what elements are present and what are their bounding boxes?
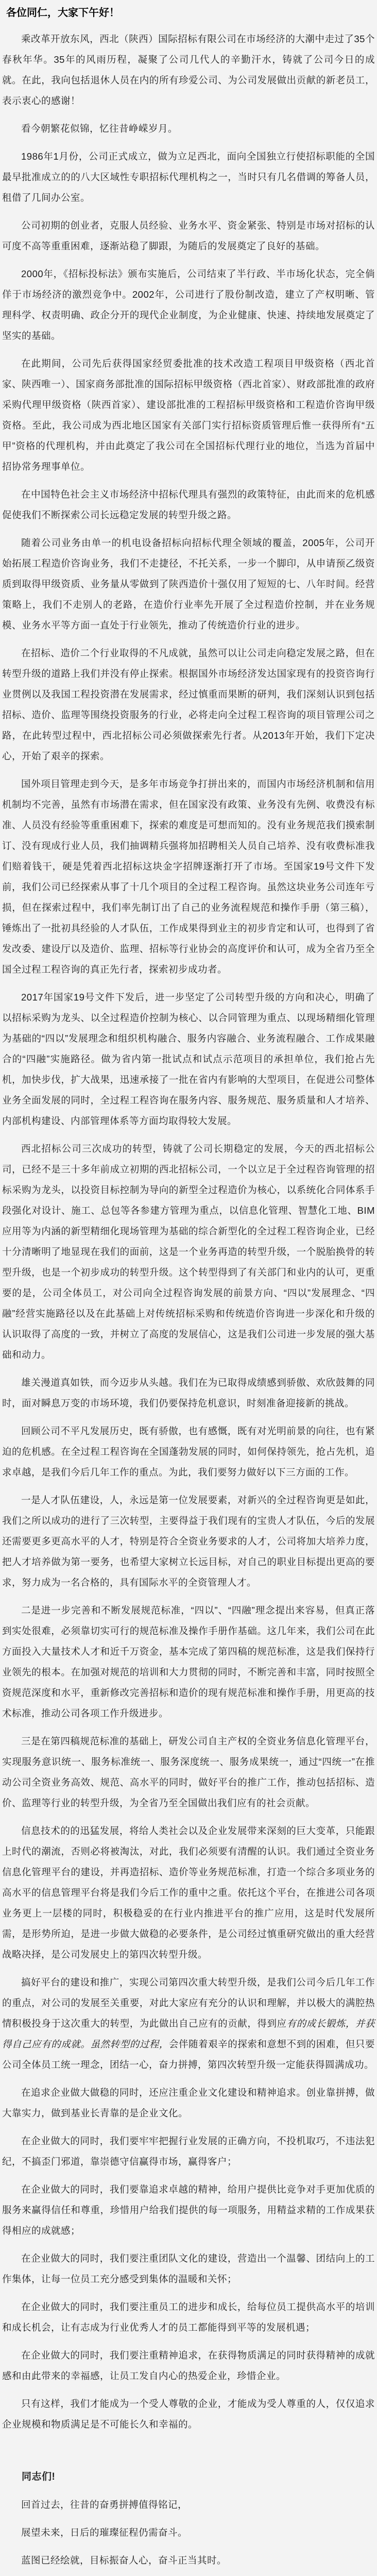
document-title: 各位同仁，大家下午好！ xyxy=(6,7,119,19)
paragraph xyxy=(2,1139,375,1365)
text-segment: 搞好平台的建设和推广，实现公司第四次重大转型升级，是我们公司今后几年工作的重点，对公司的发展至关重要，对此大家应有充分的认识和理解，并以极大的满腔热情积极投身于这次重大的转型，为此做出自己应有的贡献，得到应 xyxy=(2,1977,375,2029)
paragraph xyxy=(2,643,375,767)
paragraph xyxy=(2,2248,375,2290)
text-segment: 回顾公司不平凡发展历史，既有骄傲，也有感慨，既有对光明前景的向往，也有紧迫的危机感。在全过程工程咨询在全国蓬勃发展的同时，如何保持领先，抢占先机，追求卓越，是我们今后几年工作的重点。为此，我们要努力做好以下三方面的工作。 xyxy=(2,1426,375,1478)
text-segment: 看今朝繁花似锦，忆往昔峥嵘岁月。 xyxy=(21,123,178,134)
paragraph xyxy=(2,353,375,477)
text-segment: 在企业做大的同时，我们要牢牢把握行业发展的正确方向，不投机取巧，不违法犯纪，不搞歪门邪道，靠崇德守信赢得市场，赢得客户； xyxy=(2,2136,375,2167)
text-segment: 信息技术的的迅猛发展，将给人类社会以及企业发展带来深刻的巨大变革，只能跟上时代的潮流，否则必将被淘汰，对此，我们必须要有清醒的认识。我们通过全资业务信息化管理平台的建设，并再造招标、造价等业务规范标准，打造一个综合多项业务的高水平的信息管理平台将是我们今后工作的重中之重。依托这个平台，在推进公司各项业务更上一层楼的同时，积极稳妥的在行业内推进平台的推广应用，这是时代发展所需，是形势所迫，是进一步做大做稳的必要条件，是公司经过慎重研究做出的重大经营战略决择，是公司发展史上的第四次转型升级。 xyxy=(2,1825,375,1960)
paragraph xyxy=(2,2522,375,2543)
text-segment: 在企业做大的同时，我们要注重员工的进步和成长，给每位员工提供高水平的培训和成长机会，让有志成为行业优秀人才的员工都能得到平等的发展机遇； xyxy=(2,2301,375,2333)
paragraph xyxy=(2,146,375,208)
paragraph xyxy=(2,118,375,139)
text-segment: 公司初期的创业者，克服人员经验、业务水平、资金紧张、特别是市场对招标的认可度不高等重重困难，逐渐站稳了脚跟，为随后的发展奠定了良好的基础。 xyxy=(2,220,375,251)
paragraph xyxy=(2,1490,375,1593)
paragraph xyxy=(2,2345,375,2386)
text-segment: 同志们! xyxy=(22,2471,56,2482)
paragraph xyxy=(2,2082,375,2124)
text-segment: 在中国特色社会主义市场经济中招标代理具有强烈的政策特征，由此而来的危机感促使我们不断探索公司长远稳定发展的转型升级之路。 xyxy=(2,489,375,520)
italic-text-segment: 有的成长锻炼，并获得自己应有的成就。虽然转型的过程， xyxy=(2,2018,375,2049)
text-segment: 回首过去，往昔的奋勇拼搏值得铭记， xyxy=(21,2499,188,2510)
text-segment: 在企业做大的同时，我们要注重团队文化的建设，营造出一个温馨、团结向上的工作集体，让每一位员工充分感受到集体的温暖和关怀； xyxy=(2,2253,375,2284)
paragraph xyxy=(2,2131,375,2172)
text-segment: 乘改革开放东风，西北（陕西）国际招标有限公司在市场经济的大潮中走过了35个春秋年华。35年的风雨历程，凝聚了公司几代人的辛勤汗水，铸就了公司今日的成就。在此，我向包括退休人员在内的所有珍爱公司、为公司发展做出贡献的新老员工，表示衷心的感谢！ xyxy=(2,33,375,106)
text-segment: 2000年，《招标投标法》颁布实施后，公司结束了半行政、半市场化状态，完全倘佯于市场经济的激烈竞争中。2002年，公司进行了股份制改造，建立了产权明晰、管理科学、权责明确、政企分开的现代企业制度，为企业健康、快速、持续地发展奠定了坚实的基础。 xyxy=(2,268,375,341)
text-segment: 2017年国家19号文件下发后，进一步坚定了公司转型升级的方向和决心，明确了以招标采购为龙头、以全过程造价控制为核心、以合同管理为重点、以现场精细化管理为基础的“四以”发展理念和组织机构融合、服务内容融合、业务流程融合、工作成果融合的“四融”实施路径。做为省内第一批试点和试点示范项目的承担单位，我们抢占先机，加快步伐，扩大战果，迅速承接了一批在省内有影响的大型项目，在促进公司整体业务全面发展的同时，全过程工程咨询在服务内容、服务规范、服务质量和人才培养、内部机构建设、内部管理体系等方面均取得较大发展。 xyxy=(2,992,375,1126)
text-segment: 在企业做大的同时，我们要注重精神追求，在获得物质满足的同时获得精神的成就感和由此带来的幸福感，让员工发自内心的热爱企业，珍惜企业。 xyxy=(2,2350,375,2381)
paragraph xyxy=(2,1421,375,1483)
paragraph xyxy=(2,264,375,346)
text-segment: 1986年1月份，公司正式成立，做为立足西北，面向全国独立行使招标职能的全国最早批准成立的的八大区域性专职招标代理机构之一，当时只有几名借调的筹备人员，租借了几间办公室。 xyxy=(2,151,375,203)
text-segment: 在企业做大的同时，我们要靠追求卓越的精神，给用户提供比竞争对手更加优质的服务来赢得信任和尊重，珍惜用户给我们提供的每一项服务，用精益求精的工作成果获得相应的成就感； xyxy=(2,2184,375,2236)
document-body xyxy=(2,29,375,2576)
paragraph xyxy=(2,533,375,636)
text-segment: 在此期间，公司先后获得国家经贸委批准的技术改造工程项目甲级资格（西北首家、陕西唯一）、国家商务部批准的国际招标甲级资格（西北首家）、财政部批准的政府采购代理甲级资格（陕西首家）、建设部批准的工程招标甲级资格和工程造价咨询甲级资格。至此，我公司成为西北地区国家有关部门实行招标资质管理后惟一获得所有“五甲”资格的代理机构，并由此奠定了我公司在全国招标代理行业的地位，当选为首届中招协常务理事单位。 xyxy=(2,358,375,472)
paragraph xyxy=(2,1821,375,1965)
paragraph xyxy=(2,1731,375,1814)
text-segment: 在招标、造价二个行业取得的不凡成就，虽然可以让公司走向稳定发展之路，但在转型升级的道路上我们并没有停止探索。根据国外市场经济发达国家现有的投资咨询行业贯例以及我国工程投资潜在发展需求，经过慎重而果断的研判，我们深刻认识到包括招标、造价、监理等围绕投资服务的行业，必将走向全过程工程咨询的项目管理公司之路，在此转型过程中，西北招标公司必须做探索先行者。从2013年开始，我们下定决心，开始了艰辛的探索。 xyxy=(2,648,375,761)
text-segment: 随着公司业务由单一的机电设备招标向招标代理全领域的覆盖，2005年，公司开始拓展工程造价咨询业务，我们不走捷径，不托关系，一步一个脚印，从申请预乙级资质到取得甲级资质、业务量从零做到了陕西造价十强仅用了短短的七、八年时间。经营策略上，我们不走别人的老路，在造价行业率先开展了全过程造价控制，并在业务规模、业务水平等方面一直处于行业领先，推动了传统造价行业的进步。 xyxy=(2,537,375,631)
text-segment: 雄关漫道真如铁，而今迈步从头越。我们在为已取得成绩感到骄傲、欢欣鼓舞的同时，面对瞬息万变的市场环境，我们仍要保持危机意识，时刻准备迎接新的挑战。 xyxy=(2,1377,375,1409)
paragraph xyxy=(2,484,375,526)
paragraph xyxy=(2,2550,375,2571)
text-segment: 一是人才队伍建设，人，永远是第一位发展要素，对新兴的全过程咨询更是如此，我们之所以成功的进行了三次转型，主要得益于我们现有的宝贵人才队伍，今后的发展还需要更多更高水平的人才，特别是符合全资业务要求的人才，公司将加大培养力度，把人才培养做为第一要务，也希望大家树立长远目标，对自己的职业目标提出更高的要求，努力成为一名合格的，具有国际水平的全资管理人才。 xyxy=(2,1495,375,1588)
paragraph xyxy=(2,1372,375,1414)
text-segment: 展望未来，日后的璀璨征程仍需奋斗。 xyxy=(21,2527,188,2538)
paragraph xyxy=(2,2495,375,2515)
text-segment: 西北招标公司三次成功的转型，铸就了公司长期稳定的发展，今天的西北招标公司，已经不是三十多年前成立初期的西北招标公司，一个以立足于全过程咨询管理的招标采购为龙头，以投资目标控制为导向的新型全过程造价为核心，以系统化合同体系手段强化对设计、施工、总包等各参建方管理为重点，以信息化管理、智慧化工地、BIM应用等为内涵的新型精细化现场管理为基础的综合新型化的全过程工程咨询企业，已经十分清晰明了地显现在我们的面前，这是一个业务再造的转型升级，一个脱胎换骨的转型升级，也是一个初步成功的转型升级。这个转型得到了有关部门和业内的认可，更重要的是，公司全体员工，对公司向全过程咨询发展的前景方向、“四以”发展理念、“四融”经营实施路径以及在此基础上对传统招标采购和传统造价咨询进一步深化和升级的认识取得了高度的一致，并树立了高度的发展信心，这是我们公司进一步发展的强大基础和动力。 xyxy=(2,1143,375,1360)
paragraph xyxy=(2,987,375,1131)
text-segment: 会伴随着艰辛的探索和意想不到的困难，但只要公司全体员工统一理念，团结一心，奋力拼搏，第四次转型升级一定能获得圆满成功。 xyxy=(2,2039,375,2070)
paragraph xyxy=(2,1600,375,1724)
paragraph xyxy=(2,2297,375,2338)
text-segment: 在追求企业做大做稳的同时，还应注重企业文化建设和精神追求。创业靠拼搏，做大靠实力，做到基业长青靠的是企业文化。 xyxy=(2,2087,375,2119)
text-segment: 只有这样，我们才能成为一个受人尊敬的企业，才能成为受人尊重的人，仅仅追求企业规模和物质满足是不可能长久和幸福的。 xyxy=(2,2398,375,2430)
paragraph xyxy=(2,774,375,980)
paragraph xyxy=(2,2179,375,2241)
text-segment: 蓝图已经绘就，目标振奋人心，奋斗正当其时。 xyxy=(21,2555,227,2566)
paragraph xyxy=(2,215,375,257)
text-segment: 二是进一步完善和不断发展规范标准，“四以”、“四融”理念提出来容易，但真正落到实处很难，必须靠切实可行的规范标准及操作手册作基础。这几年来，我们公司在此方面投入大量技术人才和近千万资金，基本完成了第四稿的规范标准，这是我们保持行业领先的根本。在加强对规范的培训和大力贯彻的同时，不断完善和丰富，同时按照全资规范深度和水平，重新修改完善招标和造价的现有规范标准和操作手册，用更高的技术标准，推动公司各项工作升级进步。 xyxy=(2,1605,375,1719)
paragraph xyxy=(2,29,375,111)
paragraph xyxy=(2,1972,375,2075)
text-segment: 国外项目管理走到今天，是多年市场竞争打拼出来的，而国内市场经济机制和信用机制均不完善，虽然有市场潜在需求，但在国家没有政策、业务没有先例、收费没有标准、人员没有经验等重重困难下，探索的难度是可想而知的。没有业务规范我们摸索制订、没有现成行业人员，我们抽调精兵强将加招聘相关人员自己培养、没有收费标准我们赔着钱干，硬是凭着西北招标这块金字招牌逐渐打开了市场。至国家19号文件下发前，我们公司已经探索从事了十几个项目的全过程工程咨询。虽然这块业务公司连年亏损，但在探索过程中，我们率先制订出了自己的业务流程规范和操作手册（第三稿），锤炼出了一批初具经验的人才队伍，工作成果得到业主的初步肯定和认可，也得到了省发改委、建设厅以及造价、监理、招标等行业协会的高度评价和认可，成为全省乃至全国全过程工程咨询的真正先行者，探索初步成功者。 xyxy=(2,778,375,975)
section-heading xyxy=(2,2467,375,2487)
paragraph xyxy=(2,2394,375,2435)
text-segment: 三是在第四稿规范标准的基础上，研发公司自主产权的全资业务信息化管理平台，实现服务意识统一、服务标准统一、服务深度统一、服务成果统一，通过“四统一”在推动公司全资业务高效、规范、高水平的同时，做好平台的推广工作，推动包括招标、造价、监理等行业的转型升级，为全省乃至全国做出我们应有的社会贡献。 xyxy=(2,1736,375,1808)
